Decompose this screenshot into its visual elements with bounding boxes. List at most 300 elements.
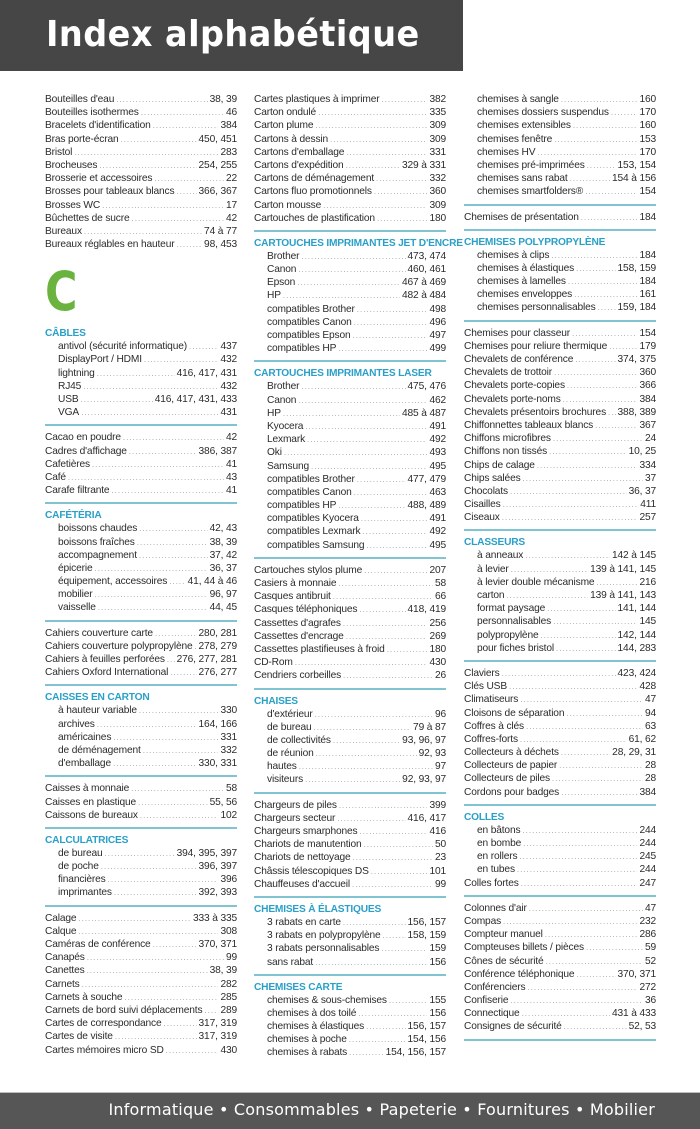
- index-entry: [45, 666, 237, 679]
- dot-leader: [545, 928, 638, 941]
- dot-leader: [102, 199, 224, 212]
- entry-label: Coffres à clés: [464, 720, 524, 732]
- entry-label: Samsung: [267, 460, 309, 472]
- section-heading: CHEMISES POLYPROPYLÈNE: [464, 236, 606, 248]
- entry-label: à anneaux: [477, 550, 524, 562]
- entry-pages: 97: [434, 761, 446, 773]
- index-subentry: [254, 539, 446, 552]
- entry-pages: 154, 156, 157: [385, 1047, 446, 1059]
- index-subentry: [45, 744, 237, 757]
- index-entry: [45, 225, 237, 238]
- entry-pages: 283: [220, 146, 237, 158]
- entry-pages: 366: [639, 380, 656, 392]
- index-entry: [45, 1017, 237, 1030]
- dot-leader: [307, 433, 427, 446]
- dot-leader: [113, 731, 218, 744]
- section-heading: CHAISES: [254, 695, 298, 707]
- dot-leader: [315, 119, 427, 132]
- dot-leader: [354, 486, 428, 499]
- index-entry: [254, 93, 446, 106]
- dot-leader: [97, 718, 197, 731]
- entry-pages: 43: [225, 471, 237, 483]
- index-subentry: [464, 589, 656, 602]
- entry-pages: 79 à 87: [413, 721, 446, 733]
- dot-leader: [343, 669, 433, 682]
- dot-leader: [503, 498, 639, 511]
- entry-label: en rollers: [477, 851, 518, 863]
- index-subentry: [45, 406, 237, 419]
- entry-label: chemises à poche: [267, 1034, 347, 1046]
- entry-label: compatibles HP: [267, 500, 337, 512]
- entry-label: Cartons de déménagement: [254, 173, 375, 185]
- dot-leader: [129, 445, 197, 458]
- dot-leader: [81, 406, 218, 419]
- dot-leader: [502, 667, 616, 680]
- entry-pages: 418, 419: [407, 604, 446, 616]
- entry-pages: 475, 476: [407, 381, 446, 393]
- index-entry: [254, 825, 446, 838]
- index-entry: [464, 366, 656, 379]
- entry-pages: 332: [220, 744, 237, 756]
- entry-label: Canon: [267, 264, 297, 276]
- section-divider: [45, 775, 237, 777]
- index-subentry: [254, 512, 446, 525]
- dot-leader: [352, 878, 433, 891]
- dot-leader: [132, 212, 224, 225]
- section-divider: [254, 896, 446, 898]
- entry-pages: 244: [639, 864, 656, 876]
- index-entry: [45, 199, 237, 212]
- entry-label: Canon: [267, 394, 297, 406]
- index-entry: [464, 511, 656, 524]
- index-subentry: [464, 185, 656, 198]
- dot-leader: [525, 549, 610, 562]
- dot-leader: [333, 590, 433, 603]
- entry-label: Casiers à monnaie: [254, 578, 337, 589]
- index-entry: [464, 498, 656, 511]
- index-entry: [45, 782, 237, 795]
- dot-leader: [381, 93, 427, 106]
- dot-leader: [137, 536, 208, 549]
- index-subentry: [254, 263, 446, 276]
- dot-leader: [354, 316, 428, 329]
- entry-pages: 367: [639, 419, 656, 431]
- dot-leader: [298, 394, 427, 407]
- entry-pages: 370, 371: [617, 968, 656, 980]
- entry-pages: 278, 279: [198, 640, 237, 652]
- entry-label: chemises à sangle: [477, 94, 559, 105]
- dot-leader: [529, 902, 643, 915]
- entry-pages: 10, 25: [628, 446, 656, 458]
- index-subentry: [254, 486, 446, 499]
- dot-leader: [506, 589, 588, 602]
- dot-leader: [349, 1046, 384, 1059]
- dot-leader: [576, 968, 615, 981]
- entry-label: Casques téléphoniques: [254, 604, 358, 616]
- index-subentry: [254, 407, 446, 420]
- index-entry: [464, 472, 656, 485]
- entry-label: chemises extensibles: [477, 120, 571, 132]
- entry-label: Claviers: [464, 667, 500, 679]
- entry-label: compatibles Samsung: [267, 539, 365, 551]
- index-subentry: [464, 262, 656, 275]
- index-entry: [464, 968, 656, 981]
- entry-pages: 460, 461: [407, 264, 446, 276]
- entry-label: hautes: [267, 761, 297, 773]
- index-subentry: [464, 615, 656, 628]
- index-subentry: [464, 288, 656, 301]
- entry-label: compatibles Kyocera: [267, 513, 359, 525]
- entry-label: Epson: [267, 277, 296, 289]
- entry-label: Carton ondulé: [254, 107, 317, 119]
- index-entry: [464, 667, 656, 680]
- entry-pages: 139 à 141, 145: [590, 563, 656, 575]
- dot-leader: [523, 837, 637, 850]
- index-entry: [45, 133, 237, 146]
- entry-label: USB: [58, 394, 79, 405]
- index-entry: [254, 851, 446, 864]
- entry-label: Chargeurs secteur: [254, 812, 336, 824]
- dot-leader: [511, 563, 588, 576]
- index-subentry: [464, 172, 656, 185]
- entry-label: 3 rabats en carte: [267, 916, 341, 928]
- index-entry: [45, 809, 237, 822]
- entry-pages: 28: [644, 773, 656, 785]
- index-subentry: [254, 446, 446, 459]
- index-entry: [254, 617, 446, 630]
- index-subentry: [254, 956, 446, 969]
- entry-label: Cartes plastiques à imprimer: [254, 94, 380, 105]
- entry-pages: 276, 277, 281: [176, 654, 237, 665]
- dot-leader: [167, 653, 175, 666]
- entry-pages: 317, 319: [198, 1018, 237, 1030]
- entry-pages: 329 à 331: [402, 159, 446, 171]
- dot-leader: [609, 340, 637, 353]
- entry-label: chemises enveloppes: [477, 289, 573, 301]
- section-divider: [464, 204, 656, 206]
- entry-pages: 272: [639, 981, 656, 993]
- entry-pages: 59: [644, 942, 656, 954]
- entry-pages: 158, 159: [407, 930, 446, 942]
- entry-pages: 92, 93: [418, 748, 446, 760]
- dot-leader: [140, 809, 219, 822]
- dot-leader: [598, 301, 616, 314]
- index-entry: [45, 93, 237, 106]
- dot-leader: [323, 199, 427, 212]
- dot-leader: [81, 393, 153, 406]
- entry-label: en tubes: [477, 864, 515, 876]
- dot-leader: [139, 549, 208, 562]
- index-entry: [254, 656, 446, 669]
- dot-leader: [204, 1004, 218, 1017]
- entry-pages: 384: [639, 393, 656, 405]
- entry-label: Cartouches stylos plume: [254, 564, 363, 576]
- entry-pages: 37, 42: [209, 549, 237, 561]
- entry-label: Cahiers à feuilles perforées: [45, 654, 165, 665]
- index-subentry: [45, 562, 237, 575]
- entry-pages: 63: [644, 720, 656, 732]
- dot-leader: [108, 873, 219, 886]
- entry-pages: 462: [429, 394, 446, 406]
- entry-pages: 170: [639, 107, 656, 119]
- index-subentry: [464, 301, 656, 314]
- dot-leader: [141, 106, 224, 119]
- entry-pages: 160: [639, 94, 656, 105]
- index-subentry: [45, 380, 237, 393]
- entry-pages: 24: [644, 433, 656, 445]
- entry-label: Cacao en poudre: [45, 432, 121, 444]
- dot-leader: [366, 539, 427, 552]
- index-subentry: [45, 757, 237, 770]
- entry-pages: 491: [429, 513, 446, 525]
- entry-label: Cartons à dessin: [254, 133, 329, 145]
- section-heading: CHEMISES À ÉLASTIQUES: [254, 903, 382, 915]
- entry-pages: 142 à 145: [612, 550, 656, 562]
- entry-pages: 28: [644, 760, 656, 772]
- dot-leader: [581, 211, 638, 224]
- entry-label: Bracelets d'identification: [45, 120, 151, 132]
- entry-label: Carton mousse: [254, 199, 322, 211]
- entry-pages: 92, 93, 97: [402, 774, 446, 786]
- entry-pages: 382: [429, 94, 446, 105]
- entry-label: archives: [58, 718, 95, 730]
- section-divider: [45, 905, 237, 907]
- entry-pages: 154, 156: [407, 1034, 446, 1046]
- index-subentry: [254, 1046, 446, 1059]
- index-subentry: [45, 731, 237, 744]
- dot-leader: [83, 380, 218, 393]
- entry-label: Conférence téléphonique: [464, 968, 575, 980]
- entry-label: format paysage: [477, 603, 546, 615]
- entry-pages: 473, 474: [407, 250, 446, 262]
- section-divider: [464, 320, 656, 322]
- index-entry: [464, 772, 656, 785]
- dot-leader: [120, 133, 196, 146]
- entry-pages: 142, 144: [617, 629, 656, 641]
- entry-label: compatibles HP: [267, 343, 337, 355]
- dot-leader: [537, 146, 637, 159]
- entry-label: HP: [267, 290, 281, 302]
- entry-pages: 52, 53: [628, 1021, 656, 1033]
- entry-pages: 144, 283: [617, 642, 656, 654]
- dot-leader: [330, 133, 427, 146]
- entry-label: Collecteurs de papier: [464, 760, 558, 772]
- entry-pages: 269: [429, 630, 446, 642]
- entry-label: compatibles Epson: [267, 330, 351, 341]
- entry-pages: 432: [220, 354, 237, 366]
- entry-label: carton: [477, 590, 505, 601]
- entry-pages: 93, 96, 97: [402, 734, 446, 746]
- index-subentry: [254, 721, 446, 734]
- dot-leader: [155, 627, 197, 640]
- index-subentry: [45, 704, 237, 717]
- dot-leader: [381, 942, 427, 955]
- entry-pages: 52: [644, 955, 656, 967]
- entry-label: Coffres-forts: [464, 733, 518, 745]
- index-subentry: [254, 394, 446, 407]
- entry-label: pour fiches bristol: [477, 642, 554, 654]
- index-entry: [45, 238, 237, 251]
- entry-pages: 164, 166: [198, 718, 237, 730]
- index-entry: [45, 484, 237, 497]
- entry-label: Cahiers Oxford International: [45, 667, 169, 679]
- dot-leader: [111, 484, 224, 497]
- entry-label: à levier double mécanisme: [477, 576, 595, 588]
- entry-pages: 154: [639, 186, 656, 198]
- index-subentry: [254, 760, 446, 773]
- entry-label: Chevalets de trottoir: [464, 367, 553, 379]
- entry-pages: 388, 389: [617, 406, 656, 418]
- entry-label: imprimantes: [58, 887, 112, 899]
- entry-pages: 392, 393: [198, 887, 237, 899]
- section-divider: [464, 660, 656, 662]
- dot-leader: [343, 916, 406, 929]
- entry-pages: 41: [225, 458, 237, 470]
- index-entry: [464, 353, 656, 366]
- index-subentry: [464, 249, 656, 262]
- entry-label: Bureaux réglables en hauteur: [45, 239, 175, 251]
- dot-leader: [94, 588, 207, 601]
- title-bar: [0, 0, 463, 71]
- entry-label: Consignes de sécurité: [464, 1021, 562, 1033]
- entry-pages: 42, 43: [209, 523, 237, 535]
- dot-leader: [568, 275, 638, 288]
- entry-pages: 180: [429, 212, 446, 224]
- index-entry: [254, 630, 446, 643]
- dot-leader: [522, 824, 637, 837]
- dot-leader: [68, 471, 224, 484]
- dot-leader: [94, 562, 207, 575]
- index-entry: [45, 912, 237, 925]
- section-heading: CHEMISES CARTE: [254, 981, 343, 993]
- dot-leader: [115, 1030, 197, 1043]
- entry-pages: 139 à 141, 143: [590, 590, 656, 601]
- dot-leader: [92, 458, 224, 471]
- index-entry: [254, 865, 446, 878]
- section-heading: CARTOUCHES IMPRIMANTES LASER: [254, 368, 432, 380]
- section-divider: [254, 688, 446, 690]
- page-title: Index alphabétique: [46, 14, 420, 55]
- index-subentry: [464, 106, 656, 119]
- index-subentry: [254, 773, 446, 786]
- dot-leader: [315, 956, 427, 969]
- index-subentry: [464, 159, 656, 172]
- index-subentry: [254, 916, 446, 929]
- entry-pages: 256: [429, 617, 446, 629]
- index-column-1: [45, 93, 237, 1057]
- entry-label: chemises fenêtre: [477, 133, 553, 145]
- entry-label: 3 rabats en polypropylène: [267, 930, 381, 942]
- index-entry: [464, 994, 656, 1007]
- section-divider: [45, 620, 237, 622]
- entry-pages: 154 à 156: [612, 173, 656, 185]
- index-entry: [254, 564, 446, 577]
- section-divider: [45, 827, 237, 829]
- index-subentry: [254, 276, 446, 289]
- entry-pages: 153, 154: [617, 159, 656, 171]
- dot-leader: [305, 420, 427, 433]
- entry-label: en bombe: [477, 838, 522, 849]
- entry-label: Chauffeuses d'accueil: [254, 878, 351, 890]
- entry-label: Chevalets porte-copies: [464, 380, 565, 392]
- entry-label: Chevalets de conférence: [464, 354, 574, 365]
- entry-label: Bureaux: [45, 225, 82, 237]
- dot-leader: [176, 185, 196, 198]
- dot-leader: [131, 782, 224, 795]
- index-entry: [464, 211, 656, 224]
- index-entry: [254, 838, 446, 851]
- entry-label: vaisselle: [58, 602, 96, 614]
- index-entry: [464, 432, 656, 445]
- entry-pages: 216: [639, 576, 656, 588]
- section-divider: [464, 1039, 656, 1041]
- dot-leader: [349, 1033, 406, 1046]
- entry-label: épicerie: [58, 562, 93, 574]
- entry-label: Cadres d'affichage: [45, 445, 127, 457]
- index-entry: [45, 471, 237, 484]
- dot-leader: [87, 964, 208, 977]
- entry-label: d'extérieur: [267, 708, 313, 720]
- index-entry: [45, 964, 237, 977]
- entry-pages: 36, 37: [209, 562, 237, 574]
- entry-pages: 66: [434, 591, 446, 603]
- entry-label: chemises à rabats: [267, 1047, 348, 1059]
- dot-leader: [611, 106, 638, 119]
- index-entry: [464, 955, 656, 968]
- index-subentry: [254, 473, 446, 486]
- entry-pages: 94: [644, 707, 656, 719]
- section-divider: [254, 360, 446, 362]
- entry-label: de bureau: [58, 847, 103, 859]
- entry-label: Brother: [267, 250, 300, 262]
- index-subentry: [464, 824, 656, 837]
- index-subentry: [254, 929, 446, 942]
- index-entry: [254, 603, 446, 616]
- entry-pages: 285: [220, 991, 237, 1003]
- index-entry: [254, 172, 446, 185]
- section-heading: CÂBLES: [45, 328, 86, 340]
- entry-pages: 41, 44 à 46: [187, 576, 237, 588]
- dot-leader: [113, 757, 197, 770]
- index-subentry: [254, 525, 446, 538]
- entry-pages: 374, 375: [617, 354, 656, 365]
- index-entry: [464, 928, 656, 941]
- index-entry: [464, 733, 656, 746]
- dot-leader: [101, 860, 197, 873]
- entry-pages: 47: [644, 902, 656, 914]
- entry-label: Chiffons microfibres: [464, 433, 551, 445]
- entry-pages: 257: [639, 512, 656, 524]
- entry-pages: 450, 451: [198, 133, 237, 145]
- entry-label: boissons chaudes: [58, 523, 138, 535]
- index-entry: [464, 1007, 656, 1020]
- index-subentry: [45, 575, 237, 588]
- index-entry: [254, 590, 446, 603]
- entry-pages: 286: [639, 929, 656, 941]
- entry-pages: 55, 56: [209, 796, 237, 808]
- index-subentry: [45, 367, 237, 380]
- entry-label: Compteur manuel: [464, 929, 543, 941]
- entry-label: Brosses pour tableaux blancs: [45, 186, 175, 198]
- index-entry: [45, 951, 237, 964]
- index-entry: [464, 393, 656, 406]
- dot-leader: [169, 575, 185, 588]
- index-subentry: [254, 433, 446, 446]
- dot-leader: [189, 340, 218, 353]
- dot-leader: [301, 250, 405, 263]
- dot-leader: [143, 744, 219, 757]
- entry-pages: 156, 157: [407, 1021, 446, 1033]
